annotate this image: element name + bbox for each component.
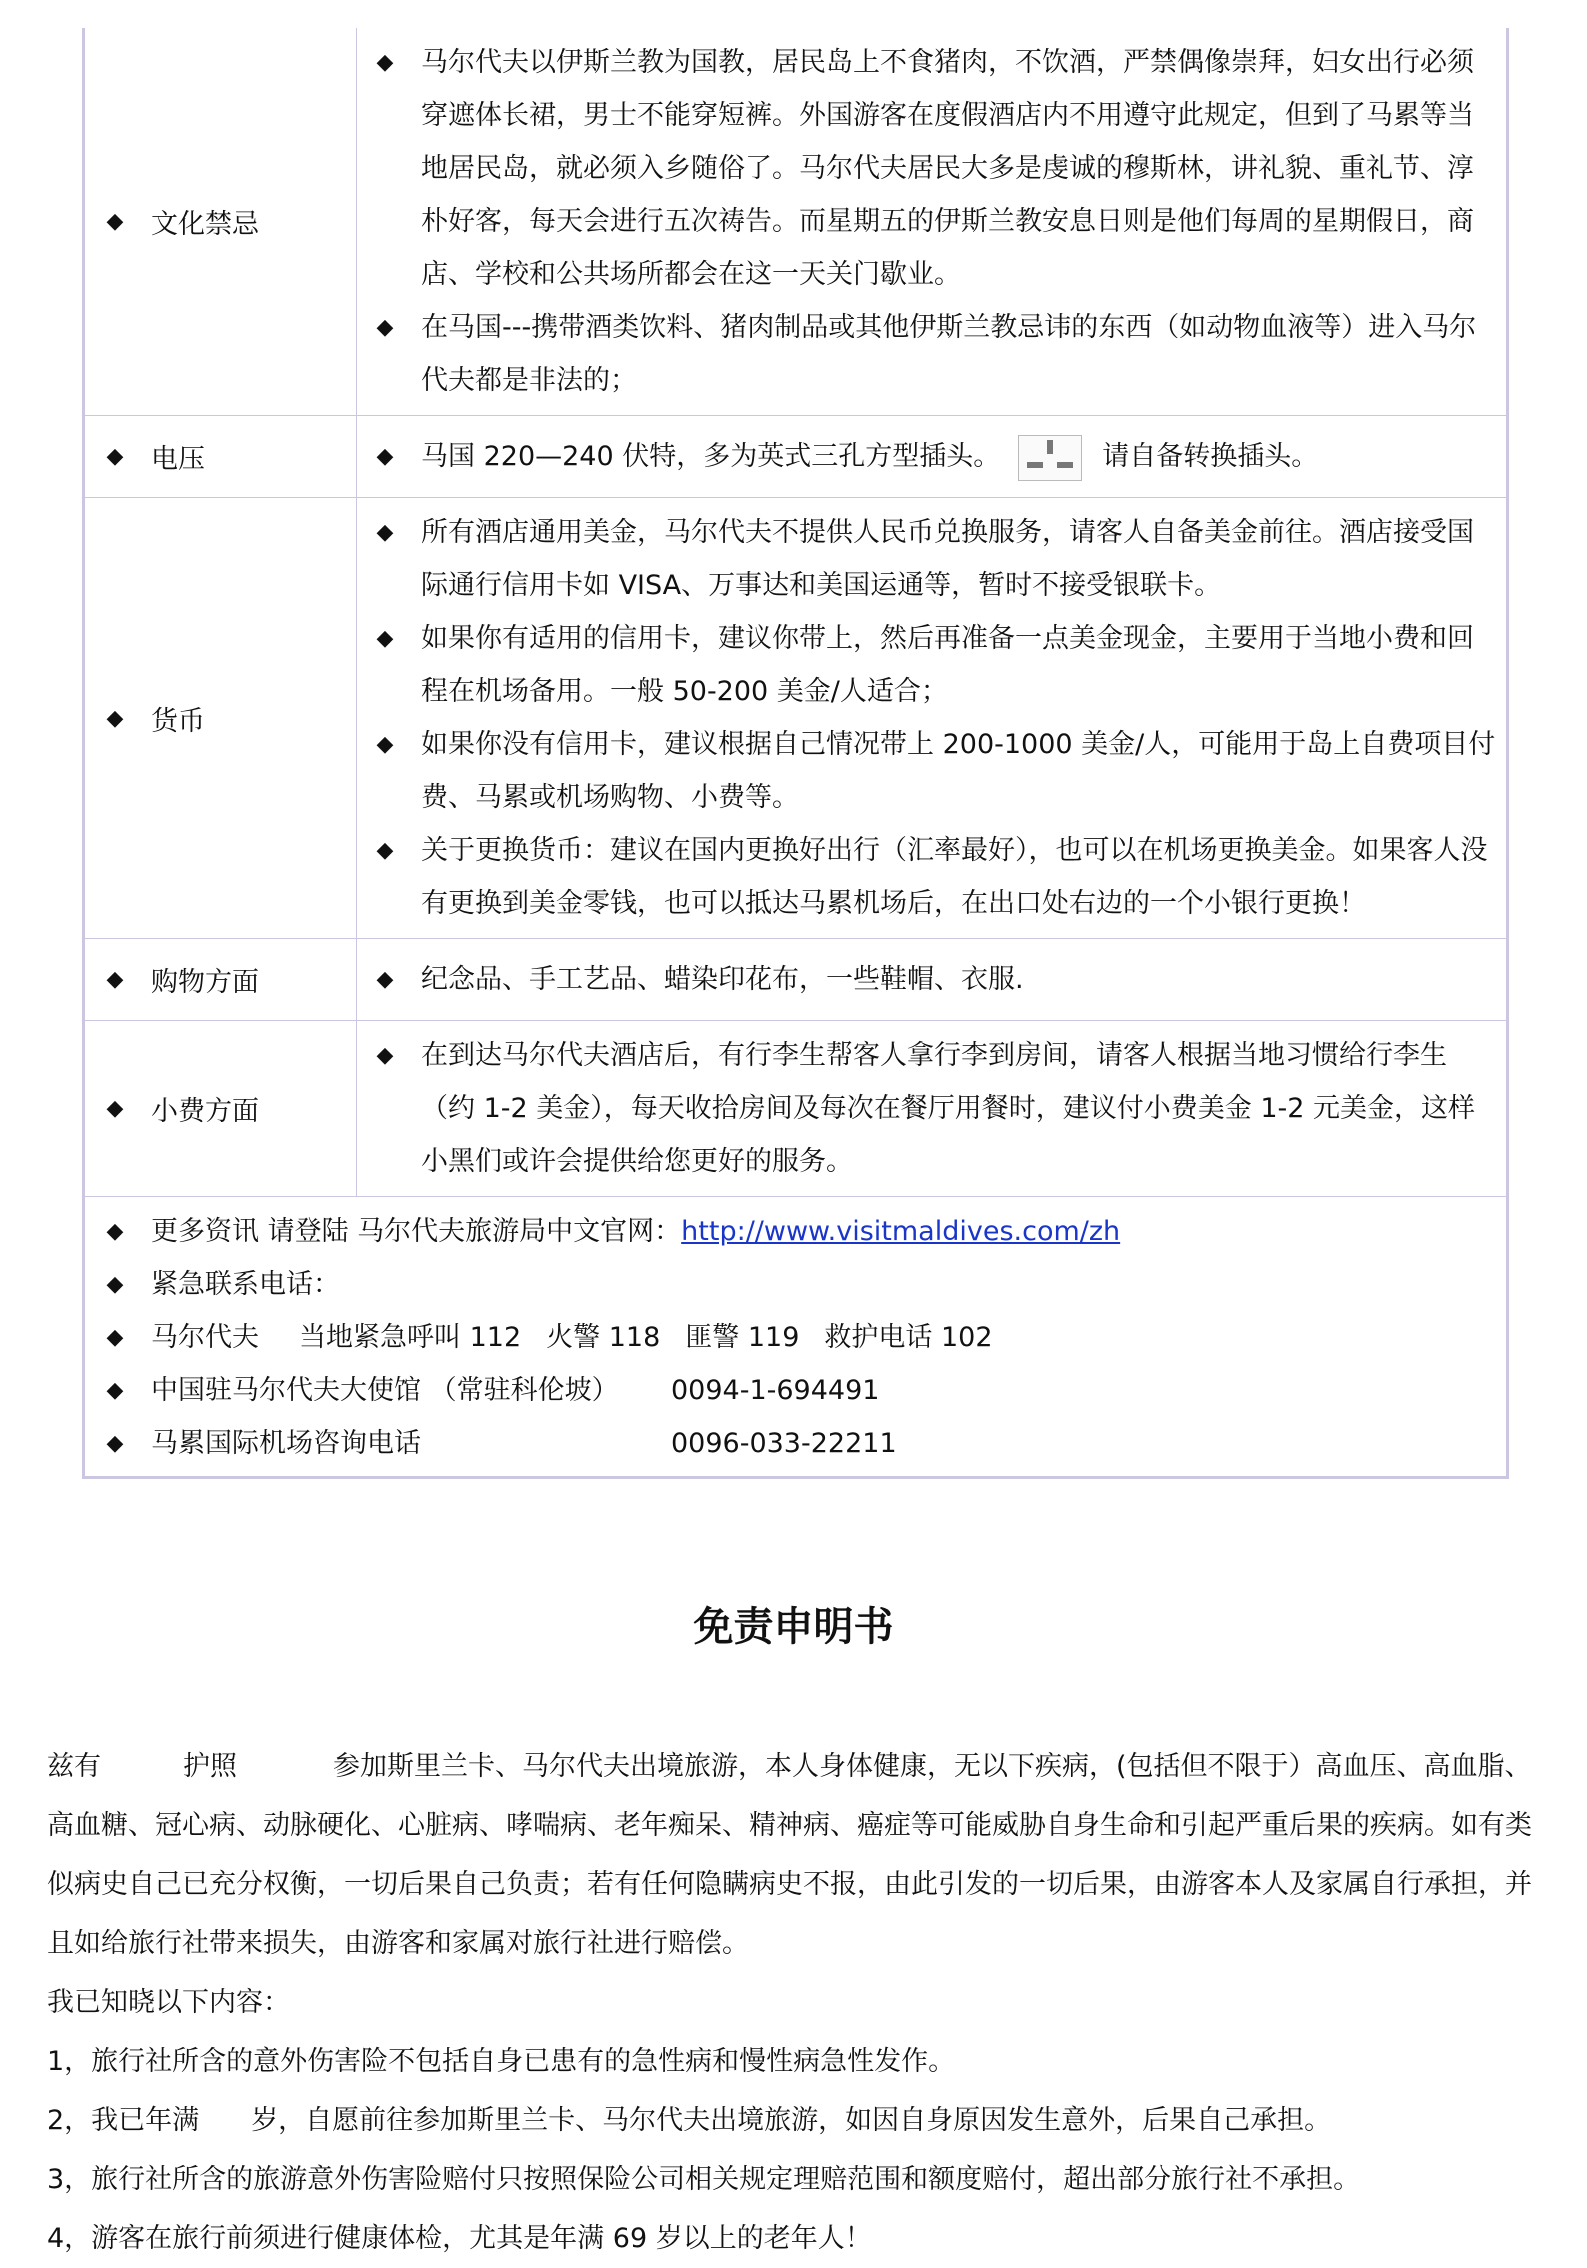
- diamond-bullet-icon: ◆: [106, 967, 124, 992]
- label-cell: [85, 498, 357, 938]
- item-text: 纪念品、手工艺品、蜡染印花布，一些鞋帽、衣服.: [421, 964, 1024, 995]
- item-text: 如果你有适用的信用卡，建议你带上，然后再准备一点美金现金，主要用于当地小费和回程在机场备用。一般 50-200 美金/人适合；: [421, 623, 1474, 707]
- list-item: [357, 953, 1496, 1006]
- diamond-bullet-icon: ◆: [376, 838, 394, 863]
- diamond-bullet-icon: ◆: [106, 1272, 124, 1297]
- item-text: 在到达马尔代夫酒店后，有行李生帮客人拿行李到房间，请客人根据当地习惯给行李生（约 1-2 美金），每天收拾房间及每次在餐厅用餐时，建议付小费美金 1-2 元美金，这样小黑们或许会提供给您更好的服务。: [421, 1040, 1476, 1177]
- maldives-numbers-line: [85, 1311, 1120, 1364]
- diamond-bullet-icon: ◆: [376, 315, 394, 340]
- list-item: [357, 612, 1496, 718]
- disclaimer-title: 免责申明书: [693, 1604, 894, 1650]
- disclaimer-item-4: 4，游客在旅行前须进行健康体检，尤其是年满 69 岁以上的老年人！: [47, 2223, 872, 2254]
- more-info-line: [85, 1205, 1120, 1258]
- diamond-bullet-icon: ◆: [106, 1325, 124, 1350]
- local-emergency-number: 当地紧急呼叫 112: [299, 1322, 522, 1353]
- row-cultural-taboos: [85, 28, 1506, 416]
- fire-number: 火警 118: [546, 1322, 661, 1353]
- airport-line: [85, 1417, 1120, 1470]
- list-item: [357, 301, 1496, 407]
- airport-phone: 0096-033-22211: [671, 1428, 897, 1459]
- disclaimer-item-2: [47, 2091, 1547, 2150]
- intro-b: 护照: [183, 1751, 237, 1782]
- footer-cell: [85, 1197, 1120, 1476]
- visitmaldives-link[interactable]: http://www.visitmaldives.com/zh: [681, 1216, 1121, 1247]
- label-cell: [85, 416, 357, 497]
- travel-info-table: [82, 28, 1509, 1479]
- item-text: 所有酒店通用美金，马尔代夫不提供人民币兑换服务，请客人自备美金前往。酒店接受国际通行信用卡如 VISA、万事达和美国运通等，暂时不接受银联卡。: [421, 517, 1474, 601]
- row-label: 小费方面: [151, 1096, 259, 1127]
- label-cell: [85, 1021, 357, 1196]
- diamond-bullet-icon: ◆: [106, 209, 124, 234]
- diamond-bullet-icon: ◆: [106, 1431, 124, 1456]
- uk-plug-icon: [1018, 435, 1082, 481]
- ambulance-number: 救护电话 102: [824, 1322, 993, 1353]
- row-label: 文化禁忌: [151, 209, 259, 240]
- airport-label: 马累国际机场咨询电话: [151, 1428, 421, 1459]
- diamond-bullet-icon: ◆: [106, 1096, 124, 1121]
- content-cell: [357, 498, 1506, 938]
- diamond-bullet-icon: ◆: [376, 967, 394, 992]
- diamond-bullet-icon: ◆: [376, 1043, 394, 1068]
- list-item: [357, 506, 1496, 612]
- row-currency: [85, 498, 1506, 939]
- content-cell: [357, 1021, 1506, 1196]
- row-voltage: [85, 416, 1506, 498]
- diamond-bullet-icon: ◆: [376, 626, 394, 651]
- row-label: 货币: [151, 705, 205, 737]
- diamond-bullet-icon: ◆: [106, 1219, 124, 1244]
- diamond-bullet-icon: ◆: [376, 732, 394, 757]
- more-info-text: 更多资讯 请登陆 马尔代夫旅游局中文官网：: [151, 1216, 682, 1247]
- diamond-bullet-icon: ◆: [376, 520, 394, 545]
- police-number: 匪警 119: [685, 1322, 800, 1353]
- diamond-bullet-icon: ◆: [106, 444, 124, 469]
- embassy-phone: 0094-1-694491: [671, 1375, 880, 1406]
- item-text: 在马国---携带酒类饮料、猪肉制品或其他伊斯兰教忌讳的东西（如动物血液等）进入马尔代夫都是非法的；: [421, 312, 1477, 396]
- list-item: [357, 36, 1496, 301]
- embassy-label: 中国驻马尔代夫大使馆 （常驻科伦坡）: [151, 1375, 619, 1406]
- row-label: 购物方面: [151, 967, 259, 998]
- disclaimer-body: [47, 1737, 1547, 2268]
- item-text: [421, 430, 1496, 483]
- item-text: 如果你没有信用卡，建议根据自己情况带上 200-1000 美金/人，可能用于岛上自费项目付费、马累或机场购物、小费等。: [421, 729, 1496, 813]
- disclaimer-intro: [47, 1737, 1547, 1973]
- row-label: 电压: [151, 444, 205, 475]
- label-cell: [85, 939, 357, 1020]
- content-cell: [357, 28, 1506, 415]
- content-cell: [357, 939, 1506, 1020]
- intro-c: 参加斯里兰卡、马尔代夫出境旅游，本人身体健康，无以下疾病，(包括但不限于）高血压、高血脂、高血糖、冠心病、动脉硬化、心脏病、哮喘病、老年痴呆、精神病、癌症等可能威胁自身生命和引起严重后果的疾病。如有类似病史自己已充分权衡，一切后果自己负责；若有任何隐瞒病史不报，由此引发的一切后果，由游客本人及家属自行承担，并且如给旅行社带来损失，由游客和家属对旅行社进行赔偿。: [47, 1751, 1532, 1959]
- voltage-text: 马国 220—240 伏特，多为英式三孔方型插头。: [421, 441, 1001, 472]
- diamond-bullet-icon: ◆: [106, 1378, 124, 1403]
- embassy-line: [85, 1364, 1120, 1417]
- disclaimer-item-1: 1，旅行社所含的意外伤害险不包括自身已患有的急性病和慢性病急性发作。: [47, 2046, 956, 2077]
- label-cell: [85, 28, 357, 415]
- list-item: [357, 430, 1496, 483]
- emergency-label: 紧急联系电话：: [151, 1269, 340, 1300]
- adapter-text: 请自备转换插头。: [1102, 441, 1319, 472]
- list-item: [357, 824, 1496, 930]
- row-tipping: [85, 1021, 1506, 1197]
- item2-b: 岁，自愿前往参加斯里兰卡、马尔代夫出境旅游，如因自身原因发生意外，后果自己承担。: [251, 2105, 1332, 2136]
- emergency-line: [85, 1258, 1120, 1311]
- diamond-bullet-icon: ◆: [106, 705, 124, 731]
- intro-a: 兹有: [47, 1751, 101, 1782]
- row-contact-info: [85, 1197, 1506, 1476]
- content-cell: [357, 416, 1506, 497]
- known-label: 我已知晓以下内容：: [47, 1987, 290, 2018]
- item2-a: 2，我已年满: [47, 2105, 200, 2136]
- list-item: [357, 718, 1496, 824]
- item-text: 关于更换货币：建议在国内更换好出行（汇率最好），也可以在机场更换美金。如果客人没有更换到美金零钱，也可以抵达马累机场后，在出口处右边的一个小银行更换！: [421, 835, 1488, 919]
- disclaimer-item-3: 3，旅行社所含的旅游意外伤害险赔付只按照保险公司相关规定理赔范围和额度赔付，超出部分旅行社不承担。: [47, 2164, 1361, 2195]
- item-text: 马尔代夫以伊斯兰教为国教，居民岛上不食猪肉，不饮酒，严禁偶像崇拜，妇女出行必须穿遮体长裙，男士不能穿短裤。外国游客在度假酒店内不用遵守此规定，但到了马累等当地居民岛，就必须入乡随俗了。马尔代夫居民大多是虔诚的穆斯林，讲礼貌、重礼节、淳朴好客，每天会进行五次祷告。而星期五的伊斯兰教安息日则是他们每周的星期假日，商店、学校和公共场所都会在这一天关门歇业。: [421, 47, 1474, 290]
- maldives-prefix: 马尔代夫: [151, 1322, 259, 1353]
- diamond-bullet-icon: ◆: [376, 444, 394, 469]
- row-shopping: [85, 939, 1506, 1021]
- diamond-bullet-icon: ◆: [376, 50, 394, 75]
- list-item: [357, 1029, 1496, 1188]
